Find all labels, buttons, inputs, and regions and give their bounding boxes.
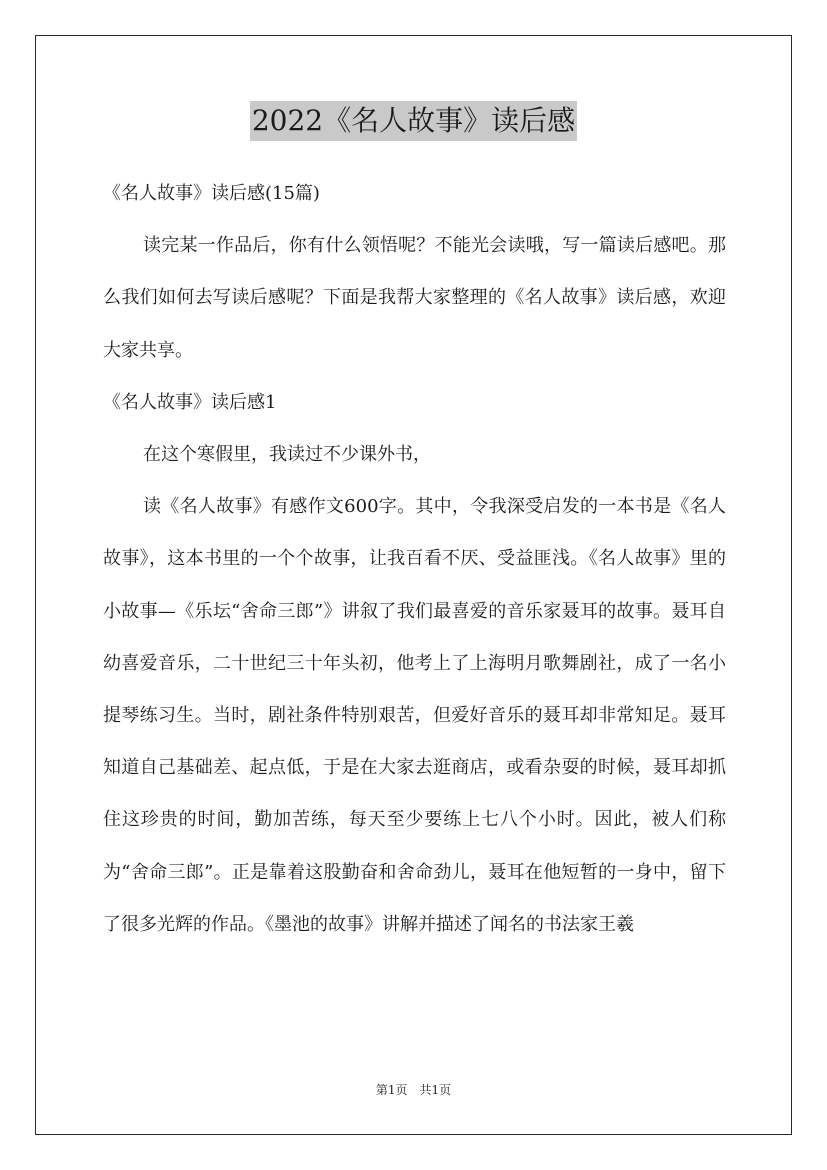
body-paragraph-1: 在这个寒假里，我读过不少课外书， xyxy=(143,444,431,466)
document-title: 2022《名人故事》读后感 xyxy=(250,101,577,141)
intro-paragraph: 读完某一作品后，你有什么领悟呢？不能光会读哦，写一篇读后感吧。那么我们如何去写读后感呢？下面是我帮大家整理的《名人故事》读后感，欢迎大家共享。 xyxy=(103,235,726,361)
title-container xyxy=(0,101,827,141)
page-number: 第1页 共1页 xyxy=(375,1083,452,1097)
page-footer xyxy=(0,1082,827,1098)
document-body xyxy=(103,168,726,951)
document-subtitle: 《名人故事》读后感(15篇) xyxy=(103,183,320,204)
section-heading: 《名人故事》读后感1 xyxy=(103,391,277,413)
body-paragraph-2: 读《名人故事》有感作文600字。其中，令我深受启发的一本书是《名人故事》，这本书里的一个个故事，让我百看不厌、受益匪浅。《名人故事》里的小故事—《乐坛“舍命三郎”》讲叙了我们最喜爱的音乐家聂耳的故事。聂耳自幼喜爱音乐，二十世纪三十年头初，他考上了上海明月歌舞剧社，成了一名小提琴练习生。当时，剧社条件特别艰苦，但爱好音乐的聂耳却非常知足。聂耳知道自己基础差、起点低，于是在大家去逛商店，或看杂耍的时候，聂耳却抓住这珍贵的时间，勤加苦练，每天至少要练上七八个小时。因此，被人们称为“舍命三郎”。正是靠着这股勤奋和舍命劲儿，聂耳在他短暂的一身中，留下了很多光辉的作品。《墨池的故事》讲解并描述了闻名的书法家王羲 xyxy=(103,496,726,935)
